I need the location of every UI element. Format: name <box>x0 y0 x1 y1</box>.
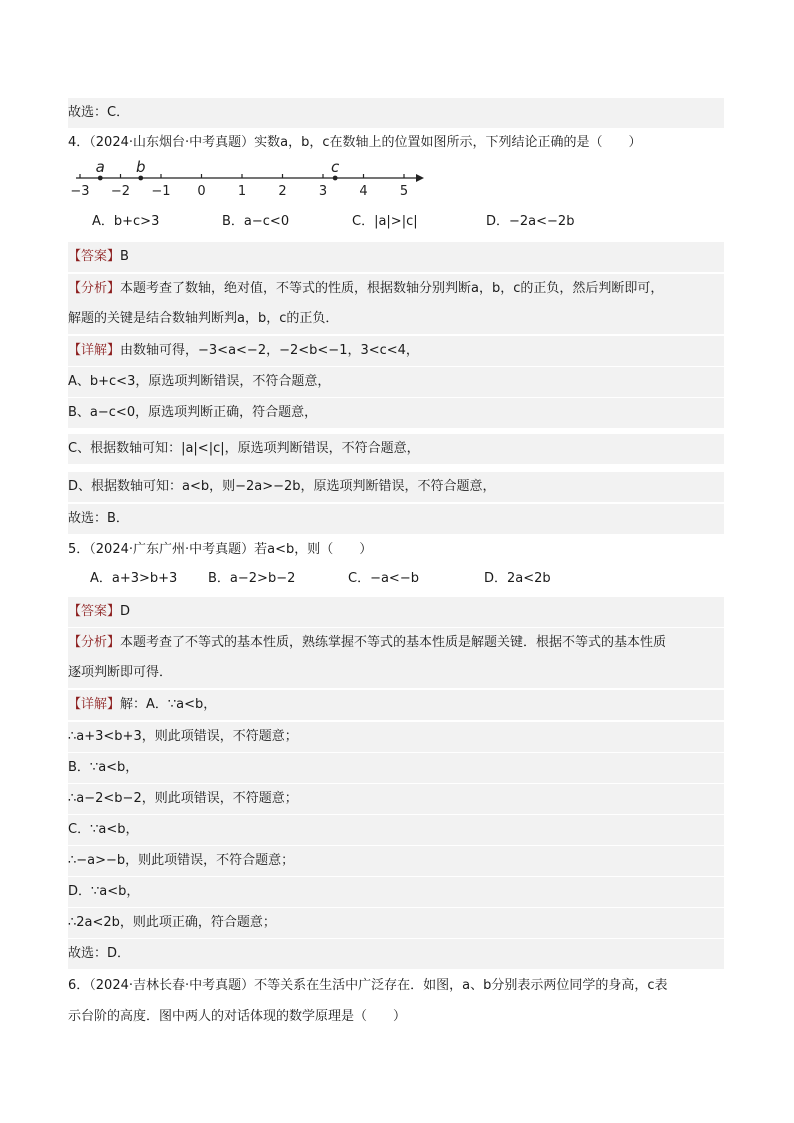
q4-option-a[interactable]: A．b+c>3 <box>92 214 160 229</box>
tick-label: 0 <box>197 184 206 199</box>
q5-detail-line-7: D．∵a<b， <box>68 877 724 907</box>
point-c <box>333 176 338 181</box>
q5-detail-line-6: ∴−a>−b，则此项错误，不符合题意； <box>68 846 724 876</box>
tick-label: 1 <box>237 184 247 199</box>
q5-stem: 5．（2024·广东广州·中考真题）若a<b，则（ ） <box>68 542 373 557</box>
q5-detail-line-5: C．∵a<b， <box>68 815 724 845</box>
number-line-tick-labels <box>70 184 408 199</box>
point-b <box>138 176 143 181</box>
number-line-ticks <box>80 174 404 178</box>
q5-option-a[interactable]: A．a+3>b+3 <box>90 571 178 586</box>
q4-detail-line-5: D、根据数轴可知：a<b，则−2a>−2b，原选项判断错误，不符合题意， <box>68 472 724 502</box>
tick-label: 4 <box>359 184 368 199</box>
q4-detail-line-1: 【详解】由数轴可得，−3<a<−2，−2<b<−1，3<c<4， <box>68 336 724 366</box>
q5-choice: 故选：D． <box>68 939 724 969</box>
q5-detail-line-4: ∴a−2<b−2，则此项错误，不符题意； <box>68 784 724 814</box>
tick-label: 3 <box>318 184 328 199</box>
q4-detail-line-2: A、b+c<3，原选项判断错误，不符合题意， <box>68 367 724 397</box>
point-label-a: a <box>95 158 105 176</box>
point-label-b: b <box>135 158 146 176</box>
q4-answer: 【答案】B <box>68 242 724 272</box>
q6-stem-line-1: 6．（2024·吉林长春·中考真题）不等关系在生活中广泛存在．如图，a、b分别表示两位同学的身高，c表 <box>68 978 668 993</box>
tick-label: −1 <box>151 184 171 199</box>
q4-detail-line-4: C、根据数轴可知：|a|<|c|，原选项判断错误，不符合题意， <box>68 434 724 464</box>
q4-stem: 4．（2024·山东烟台·中考真题）实数a，b，c在数轴上的位置如图所示，下列结论正确的是（ ） <box>68 135 642 150</box>
number-line-figure <box>68 158 428 200</box>
tick-label: 5 <box>399 184 409 199</box>
tick-label: −3 <box>70 184 90 199</box>
point-a <box>98 176 103 181</box>
q4-option-d[interactable]: D．−2a<−2b <box>486 214 575 229</box>
q4-analysis-line-2: 解题的关键是结合数轴判断判a，b，c的正负． <box>68 304 724 334</box>
q5-detail-line-8: ∴2a<2b，则此项正确，符合题意； <box>68 908 724 938</box>
number-line-points <box>96 158 340 180</box>
number-line-arrow <box>416 174 424 182</box>
q5-detail-line-3: B．∵a<b， <box>68 753 724 783</box>
q4-detail-line-3: B、a−c<0，原选项判断正确，符合题意， <box>68 398 724 428</box>
q5-answer: 【答案】D <box>68 597 724 627</box>
q5-option-c[interactable]: C．−a<−b <box>348 571 419 586</box>
point-label-c: c <box>331 158 340 176</box>
tick-label: −2 <box>110 184 131 199</box>
q6-stem-line-2: 示台阶的高度．图中两人的对话体现的数学原理是（ ） <box>68 1009 407 1024</box>
q5-analysis-line-2: 逐项判断即可得． <box>68 658 724 688</box>
q5-option-d[interactable]: D．2a<2b <box>484 571 551 586</box>
q5-option-b[interactable]: B．a−2>b−2 <box>208 571 296 586</box>
q4-choice: 故选：B． <box>68 504 724 534</box>
tick-label: 2 <box>278 184 287 199</box>
q4-option-b[interactable]: B．a−c<0 <box>222 214 290 229</box>
q4-option-c[interactable]: C．|a|>|c| <box>352 214 418 229</box>
q4-analysis-line-1: 【分析】本题考查了数轴，绝对值，不等式的性质，根据数轴分别判断a，b，c的正负，然后判断即可， <box>68 274 724 304</box>
q5-detail-line-2: ∴a+3<b+3，则此项错误，不符题意； <box>68 722 724 752</box>
q5-detail-line-1: 【详解】解：A．∵a<b， <box>68 690 724 720</box>
prev-choice-line: 故选：C． <box>68 98 724 128</box>
q5-analysis-line-1: 【分析】本题考查了不等式的基本性质，熟练掌握不等式的基本性质是解题关键．根据不等式的基本性质 <box>68 628 724 658</box>
